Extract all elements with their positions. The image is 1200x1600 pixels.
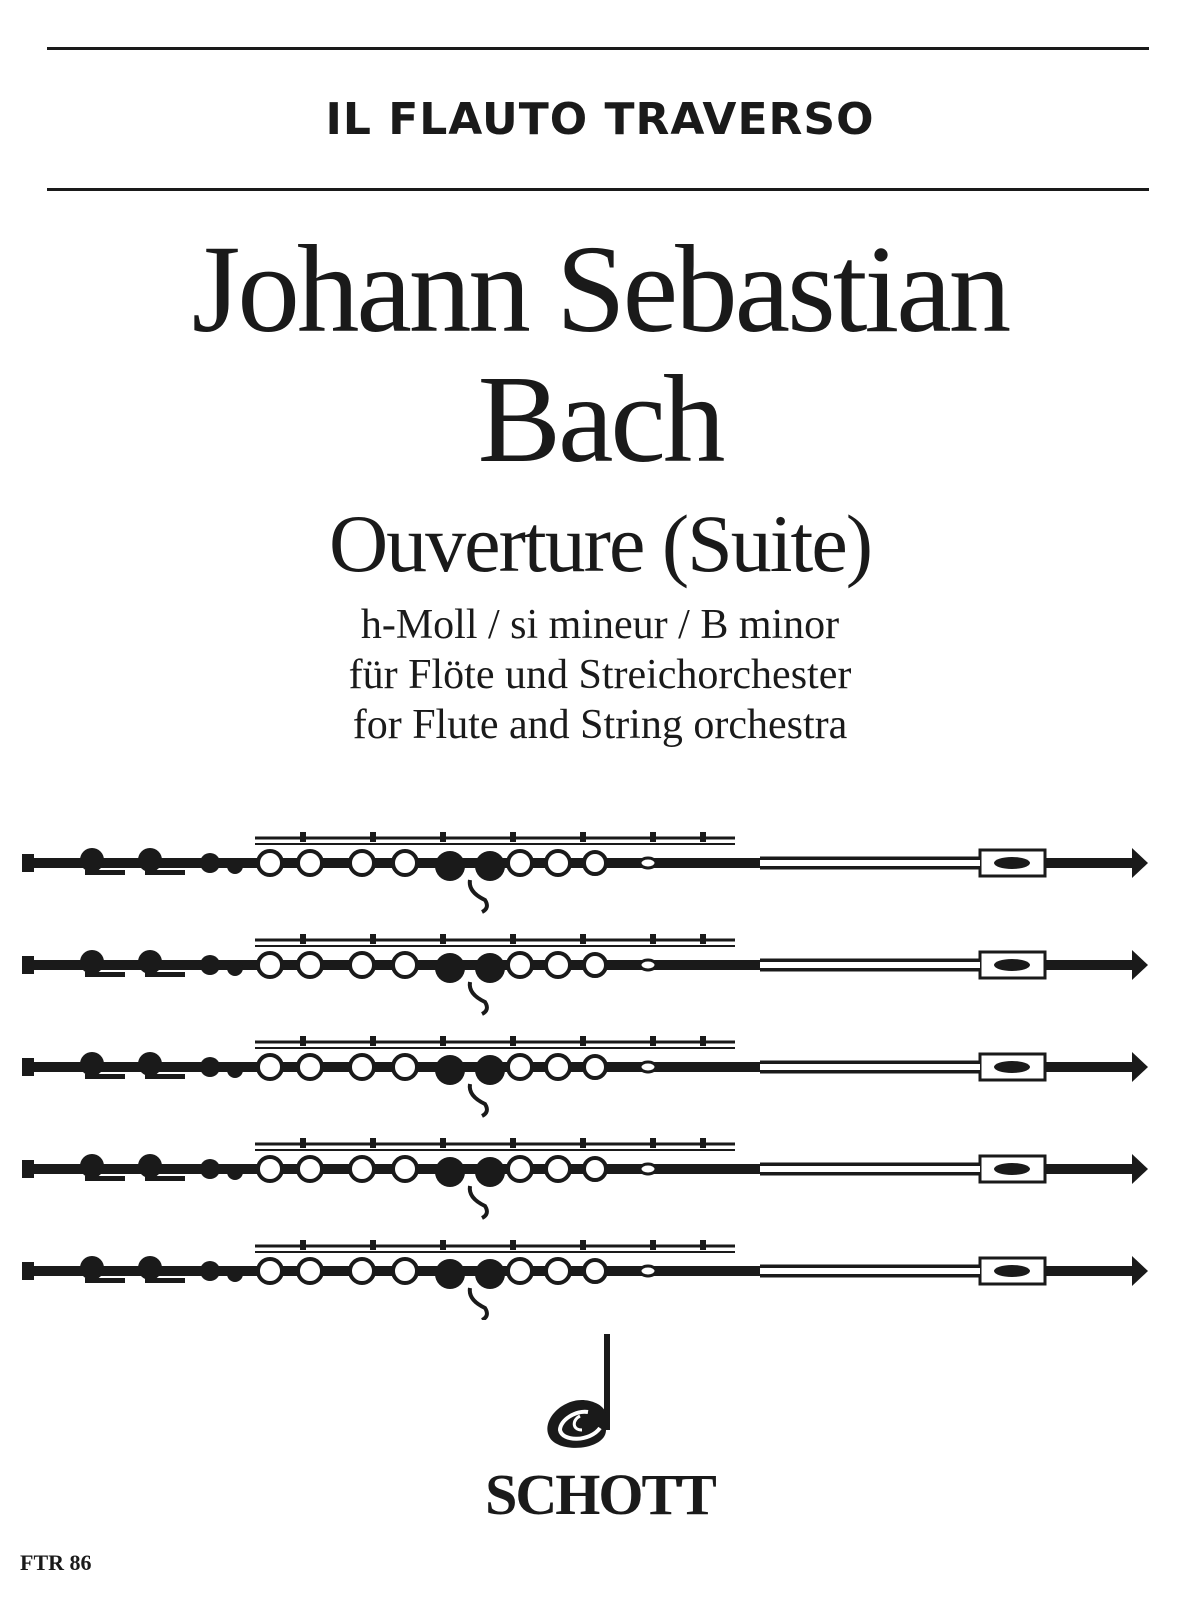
catalog-code: FTR 86 bbox=[20, 1550, 92, 1575]
flute-icon bbox=[22, 1036, 1148, 1116]
flute-icon bbox=[22, 1240, 1148, 1320]
composer-first-name: Johann Sebastian bbox=[191, 221, 1009, 359]
schott-note-logo-icon bbox=[520, 1330, 660, 1455]
composer-last-name: Bach bbox=[477, 351, 723, 489]
instrumentation-english: for Flute and String orchestra bbox=[352, 702, 848, 748]
work-title: Ouverture (Suite) bbox=[328, 498, 872, 589]
series-rule bbox=[47, 188, 1149, 191]
flute-icon bbox=[22, 1138, 1148, 1218]
instrumentation-german: für Flöte und Streichorchester bbox=[348, 652, 852, 698]
series-title: IL FLAUTO TRAVERSO bbox=[325, 94, 875, 145]
flute-illustration bbox=[0, 820, 1200, 1320]
top-rule bbox=[47, 47, 1149, 50]
flute-icon bbox=[22, 934, 1148, 1014]
publisher-name: SCHOTT bbox=[485, 1462, 715, 1527]
flute-icon bbox=[22, 832, 1148, 912]
work-key: h-Moll / si mineur / B minor bbox=[360, 602, 840, 648]
